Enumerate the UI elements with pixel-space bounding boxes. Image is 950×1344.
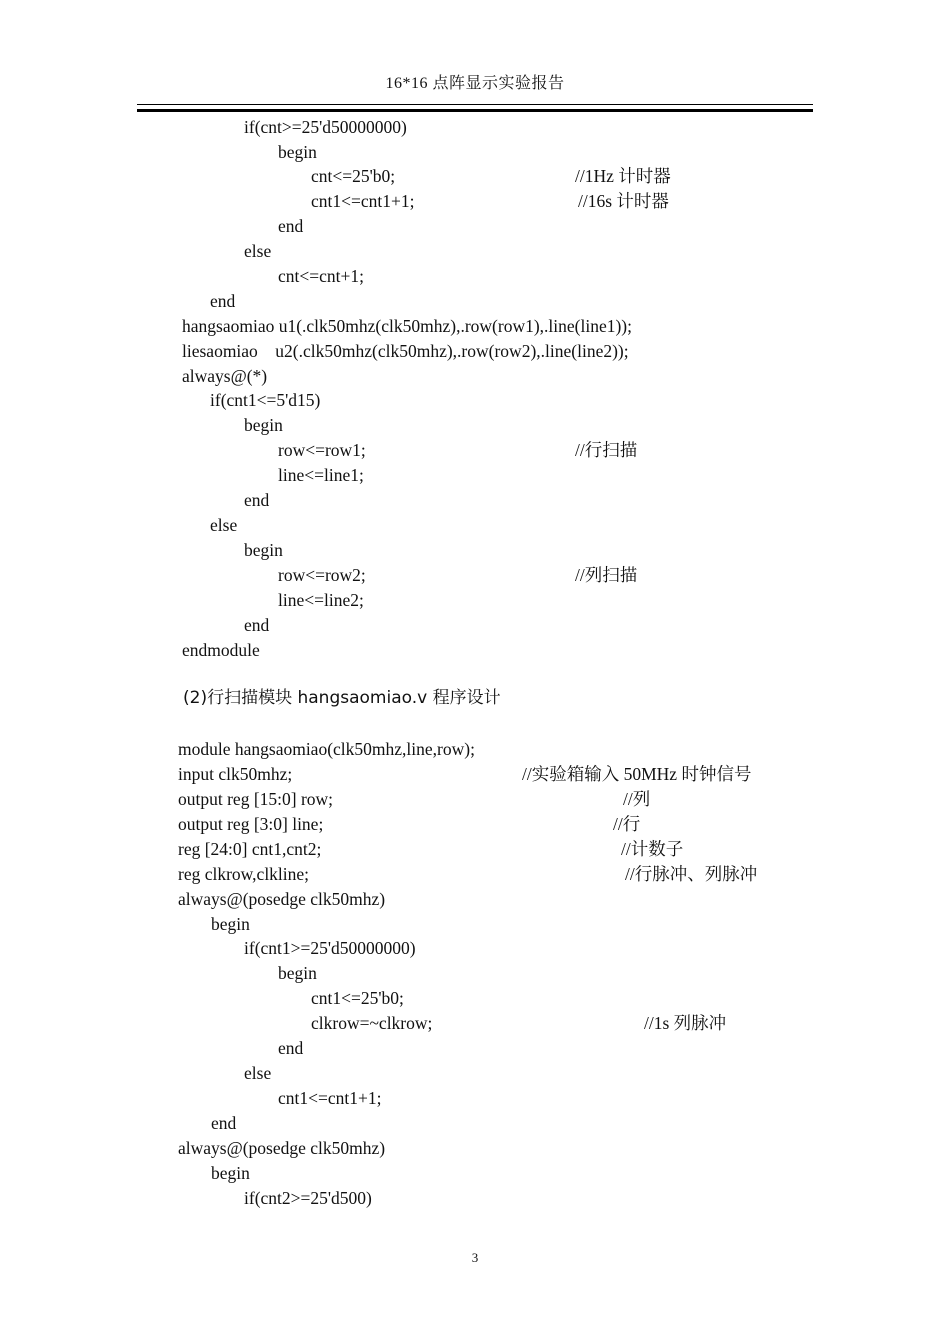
code-line: input clk50mhz; <box>178 764 293 784</box>
code-line: liesaomiao u2(.clk50mhz(clk50mhz),.row(row2),.line(line2)); <box>182 341 629 361</box>
code-line: begin <box>278 963 317 983</box>
code-line: begin <box>211 1163 250 1183</box>
code-comment: //行扫描 <box>575 440 638 460</box>
code-line: if(cnt1<=5'd15) <box>210 390 321 410</box>
code-line: end <box>211 1113 237 1133</box>
code-line: end <box>278 1038 304 1058</box>
code-line: output reg [15:0] row; <box>178 789 334 809</box>
code-comment: //计数子 <box>621 839 684 859</box>
code-comment: //行 <box>613 814 641 834</box>
code-line: begin <box>278 142 317 162</box>
code-comment: //列 <box>623 789 651 809</box>
code-comment: //1s 列脉冲 <box>644 1013 727 1033</box>
code-line: always@(posedge clk50mhz) <box>178 1138 386 1158</box>
code-line: end <box>244 615 270 635</box>
code-line: else <box>210 515 238 535</box>
code-line: always@(*) <box>182 366 268 386</box>
code-line: line<=line1; <box>278 465 364 485</box>
code-line: end <box>210 291 236 311</box>
code-line: always@(posedge clk50mhz) <box>178 889 386 909</box>
code-line: end <box>244 490 270 510</box>
code-line: output reg [3:0] line; <box>178 814 324 834</box>
code-line: reg [24:0] cnt1,cnt2; <box>178 839 322 859</box>
code-line: cnt1<=cnt1+1; <box>278 1088 382 1108</box>
code-line: if(cnt2>=25'd500) <box>244 1188 372 1208</box>
code-line: begin <box>244 415 283 435</box>
code-line: module hangsaomiao(clk50mhz,line,row); <box>178 739 475 759</box>
code-line: row<=row1; <box>278 440 366 460</box>
code-line: if(cnt1>=25'd50000000) <box>244 938 416 958</box>
code-line: reg clkrow,clkline; <box>178 864 310 884</box>
code-line: if(cnt>=25'd50000000) <box>244 117 407 137</box>
code-line: cnt1<=25'b0; <box>311 988 404 1008</box>
code-line: cnt<=cnt+1; <box>278 266 364 286</box>
header-rule-thick <box>137 109 813 112</box>
code-line: else <box>244 241 272 261</box>
header-rule-thin <box>137 104 813 105</box>
code-line: end <box>278 216 304 236</box>
code-line: begin <box>211 914 250 934</box>
code-comment: //1Hz 计时器 <box>575 166 671 186</box>
code-comment: //列扫描 <box>575 565 638 585</box>
code-line: row<=row2; <box>278 565 366 585</box>
code-line: cnt1<=cnt1+1; <box>311 191 415 211</box>
code-comment: //实验箱输入 50MHz 时钟信号 <box>522 764 752 784</box>
page-header-title: 16*16 点阵显示实验报告 <box>385 75 565 92</box>
page-number: 3 <box>471 1250 479 1265</box>
code-line: endmodule <box>182 640 260 660</box>
code-comment: //16s 计时器 <box>578 191 669 211</box>
code-line: clkrow=~clkrow; <box>311 1013 433 1033</box>
code-line: hangsaomiao u1(.clk50mhz(clk50mhz),.row(row1),.line(line1)); <box>182 316 633 336</box>
code-comment: //行脉冲、列脉冲 <box>625 864 758 884</box>
code-line: cnt<=25'b0; <box>311 166 396 186</box>
section-heading: (2)行扫描模块 hangsaomiao.v 程序设计 <box>183 688 501 708</box>
code-line: begin <box>244 540 283 560</box>
code-line: else <box>244 1063 272 1083</box>
code-line: line<=line2; <box>278 590 364 610</box>
